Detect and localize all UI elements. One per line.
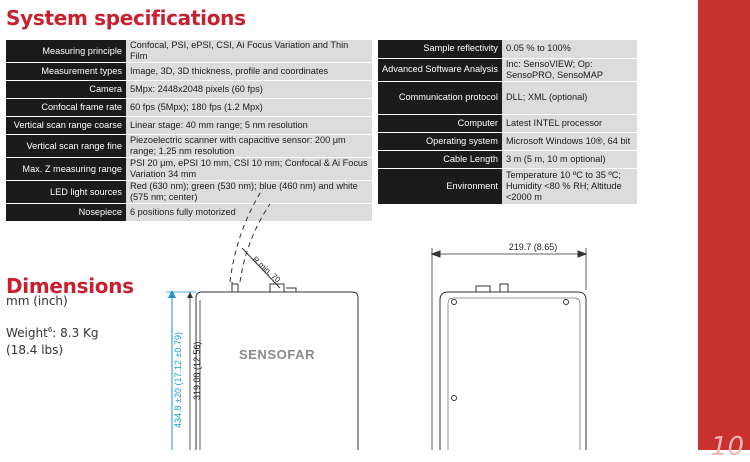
radius-label: R min. 70 [250,254,283,285]
side-top-knob [500,284,508,292]
spec-label: Max. Z measuring range [6,158,126,181]
page-number: 10 [710,432,744,462]
spec-label: Operating system [378,132,502,150]
spec-value: Confocal, PSI, ePSI, CSI, Ai Focus Variation and Thin Film [126,40,372,63]
spec-value: Piezoelectric scanner with capacitive sensor: 200 μm range; 1.25 nm resolution [126,135,372,158]
spec-value: PSI 20 μm, ePSI 10 mm, CSI 10 mm; Confocal & Ai Focus Variation 34 mm [126,158,372,181]
brand-logo: SENSOFAR [238,347,316,362]
spec-value: Microsoft Windows 10®, 64 bit [502,132,637,150]
width-label: 219.7 (8.65) [508,242,558,252]
spec-label: LED light sources [6,181,126,204]
spec-value: Linear stage: 40 mm range; 5 nm resolution [126,117,372,135]
spec-label: Advanced Software Analysis [378,58,502,81]
width-arrow-left [432,251,440,257]
spec-label: Communication protocol [378,81,502,114]
spec-label: Environment [378,168,502,204]
spec-label: Measuring principle [6,40,126,63]
spec-label: Sample reflectivity [378,40,502,58]
body-height-arrow [187,292,193,298]
weight-imperial: (18.4 lbs) [6,343,64,357]
width-arrow-right [578,251,586,257]
spec-value: Inc: SensoVIEW; Op: SensoPRO, SensoMAP [502,58,637,81]
spec-value: Image, 3D, 3D thickness, profile and coordinates [126,63,372,81]
specifications-title: System specifications [6,6,246,30]
side-screw-top-left [452,300,457,305]
weight-footnote: 6 [47,326,53,334]
total-height-label: 434.8 ±20 (17.12 ±0.79) [173,332,183,428]
side-screw-top-right [564,300,569,305]
front-top-connector [232,282,238,292]
spec-value: Temperature 10 ºC to 35 ºC; Humidity <80 % RH; Altitude <2000 m [502,168,637,204]
spec-value: Latest INTEL processor [502,114,637,132]
spec-label: Measurement types [6,63,126,81]
spec-value: 6 positions fully motorized [126,204,372,222]
spec-label: Confocal frame rate [6,99,126,117]
dimensions-unit: mm (inch) [6,294,68,308]
front-body-outline [196,292,358,450]
spec-label: Camera [6,81,126,99]
front-top-cable [286,288,296,292]
spec-value: 5Mpx: 2448x2048 pixels (60 fps) [126,81,372,99]
total-height-arrow [168,290,176,298]
spec-value: 3 m (5 m, 10 m optional) [502,150,637,168]
front-view [196,190,358,450]
cable-bend-arc-outer [230,190,262,282]
spec-label: Nosepiece [6,204,126,222]
page-sidebar [698,0,750,462]
spec-value: 0.05 % to 100% [502,40,637,58]
dimensions-title: Dimensions [6,274,134,298]
spec-value: Red (630 nm); green (530 nm); blue (460 nm) and white (575 nm; center) [126,181,372,204]
body-height-label: 319.08 (12.56) [192,341,202,400]
weight-label: Weight [6,326,48,340]
side-view [432,248,586,450]
spec-value: 60 fps (5Mpx); 180 fps (1.2 Mpx) [126,99,372,117]
spec-label: Vertical scan range fine [6,135,126,158]
weight-value: : 8.3 Kg [52,326,99,340]
spec-label: Cable Length [378,150,502,168]
spec-value: DLL; XML (optional) [502,81,637,114]
side-screw-middle [452,396,457,401]
side-top-port [476,286,490,292]
spec-label: Vertical scan range coarse [6,117,126,135]
side-inner-outline [448,298,580,450]
spec-label: Computer [378,114,502,132]
side-body-outline [440,292,586,450]
